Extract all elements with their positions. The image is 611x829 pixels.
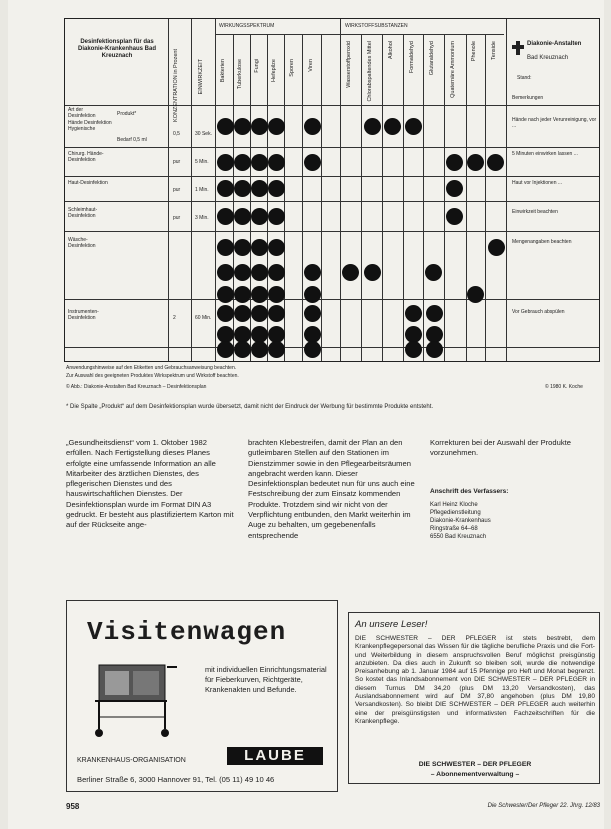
row-konz: pur: [173, 215, 181, 221]
notice-signature: DIE SCHWESTER – DER PFLEGER: [418, 761, 532, 768]
ad-text: mit individuellen Einrichtungsmaterial für Fieberkurven, Richtgeräte, Krankenakten und Befunde.: [205, 665, 327, 694]
mark-dot: [251, 286, 268, 303]
ad-org: KRANKENHAUS-ORGANISATION: [77, 757, 186, 764]
substance-col-header: Phenole: [471, 41, 477, 62]
row-produkt: Bedarf 0,5 ml: [117, 137, 147, 143]
spectrum-col-header: Viren: [308, 59, 314, 72]
mark-dot: [446, 154, 463, 171]
spectrum-col-header: Sporen: [289, 59, 295, 77]
mark-dot: [467, 154, 484, 171]
mark-dot: [251, 154, 268, 171]
mark-dot: [217, 208, 234, 225]
mark-dot: [304, 154, 321, 171]
row-art: Wäsche-Desinfektion: [68, 237, 96, 249]
author-line: Karl Heinz Kloche: [430, 502, 478, 508]
laube-logo: LAUBE: [227, 747, 323, 765]
mark-dot: [251, 305, 268, 322]
row-bem: Einwirkzeit beachten: [512, 209, 558, 215]
author-line: Ringstraße 64–68: [430, 526, 478, 532]
mark-dot: [251, 264, 268, 281]
author-line: Pflegedienstleitung: [430, 510, 481, 516]
mark-dot: [234, 118, 251, 135]
row-zeit: 1 Min.: [195, 187, 209, 193]
mark-dot: [217, 118, 234, 135]
mark-dot: [268, 208, 285, 225]
author-heading: Anschrift des Verfassers:: [430, 488, 509, 495]
mark-dot: [234, 305, 251, 322]
mark-dot: [304, 305, 321, 322]
stand-label: Stand:: [517, 75, 532, 81]
substance-col-header: Chlorabspaltendes Mittel: [367, 41, 373, 102]
row-art: Instrumenten-Desinfektion: [68, 309, 99, 321]
mark-dot: [446, 208, 463, 225]
mark-dot: [234, 208, 251, 225]
art-header: Art der Desinfektion: [68, 107, 96, 119]
mark-dot: [217, 305, 234, 322]
row-bem: 5 Minuten einwirken lassen ...: [512, 151, 578, 157]
mark-dot: [304, 264, 321, 281]
mark-dot: [268, 180, 285, 197]
mark-dot: [217, 180, 234, 197]
mark-dot: [268, 341, 285, 358]
journal-footer: Die Schwester/Der Pfleger 22. Jhrg. 12/83: [487, 803, 600, 809]
spectrum-col-header: Bakterien: [220, 59, 226, 83]
mark-dot: [405, 118, 422, 135]
mark-dot: [251, 341, 268, 358]
substance-col-header: Wasserstoffperoxid: [346, 41, 352, 88]
ad-visitenwagen: [66, 600, 338, 792]
mark-dot: [217, 341, 234, 358]
article-col-2: brachten Klebestreifen, damit der Plan an den gutleimbaren Stellen auf den Stationen im Dienstzimmer sowie in den Pflegearbeitsräumen angebracht werden kann. Dieser Desinfektionsplan bedeutet nun für uns auch eine Festschreibung der zum Einsatz kommenden Produkte. Trotzdem sind wir nicht von der Verpflichtung entbunden, den Markt weiterhin im Auge zu behalten, um gegebenenfalls entsprechende: [248, 438, 415, 540]
substance-col-header: Alkohol: [388, 41, 394, 60]
row-art: Haut-Desinfektion: [68, 180, 108, 186]
mark-dot: [304, 286, 321, 303]
trolley-image: [81, 657, 181, 739]
substance-col-header: Glutaraldehyd: [429, 41, 435, 76]
mark-dot: [234, 154, 251, 171]
mark-dot: [251, 180, 268, 197]
spectrum-col-header: Tuberkulose: [237, 59, 243, 90]
article-col-3: Korrekturen bei der Auswahl der Produkte vorzunehmen.: [430, 438, 571, 458]
mark-dot: [467, 286, 484, 303]
mark-dot: [364, 118, 381, 135]
mark-dot: [217, 264, 234, 281]
col-konzentration: KONZENTRATION in Prozent: [173, 49, 179, 122]
mark-dot: [217, 154, 234, 171]
row-art: Schleimhaut-Desinfektion: [68, 207, 98, 219]
mark-dot: [488, 239, 505, 256]
logo-city: Bad Kreuznach: [527, 55, 569, 61]
mark-dot: [384, 118, 401, 135]
row-konz: 0,5: [173, 131, 180, 137]
mark-dot: [268, 286, 285, 303]
mark-dot: [234, 286, 251, 303]
page-number: 958: [66, 802, 80, 811]
row-bem: Vor Gebrauch abspülen: [512, 309, 565, 315]
row-konz: pur: [173, 159, 181, 165]
mark-dot: [446, 180, 463, 197]
mark-dot: [234, 239, 251, 256]
mark-dot: [426, 305, 443, 322]
row-zeit: 5 Min.: [195, 159, 209, 165]
mark-dot: [268, 305, 285, 322]
notice-signature-sub: – Abonnementverwaltung –: [430, 771, 520, 778]
plan-title: Desinfektionsplan für das Diakonie-Krankenhaus Bad Kreuznach: [77, 39, 157, 59]
mark-dot: [217, 239, 234, 256]
row-art: Chirurg. Hände-Desinfektion: [68, 151, 104, 163]
substance-col-header: Tenside: [491, 41, 497, 60]
ad-address: Berliner Straße 6, 3000 Hannover 91, Tel. (05 11) 49 10 46: [77, 775, 275, 784]
diakonie-cross-icon: [512, 41, 524, 55]
spectrum-col-header: Fungi: [254, 59, 260, 73]
mark-dot: [268, 154, 285, 171]
row-bem: Mengenangaben beachten: [512, 239, 572, 245]
mark-dot: [234, 180, 251, 197]
author-line: Diakonie-Krankenhaus: [430, 518, 491, 524]
row-zeit: 60 Min.: [195, 315, 212, 321]
table-source: © Abb.: Diakonie-Anstalten Bad Kreuznach – Desinfektionsplan: [66, 384, 207, 390]
mark-dot: [405, 305, 422, 322]
mark-dot: [268, 239, 285, 256]
ad-headline: Visitenwagen: [87, 617, 287, 647]
spectrum-col-header: Hefepilze: [271, 59, 277, 82]
mark-dot: [251, 118, 268, 135]
table-copyright: © 1980 K. Koche: [545, 384, 583, 390]
col-einwirkzeit: EINWIRKZEIT: [198, 59, 204, 95]
notice-headline: An unsere Leser!: [355, 619, 428, 630]
group-wirkstoff: WIRKSTOFFSUBSTANZEN: [345, 23, 408, 29]
mark-dot: [405, 341, 422, 358]
bemerkungen-header: Bemerkungen: [512, 95, 544, 101]
mark-dot: [234, 341, 251, 358]
mark-dot: [426, 341, 443, 358]
row-zeit: 3 Min.: [195, 215, 209, 221]
table-footnote: Zur Auswahl des geeigneten Produktes Wirkspektrum und Wirkstoff beachten.: [66, 373, 239, 379]
substance-col-header: Quaternäre Ammonium: [450, 41, 456, 98]
mark-dot: [304, 118, 321, 135]
mark-dot: [342, 264, 359, 281]
mark-dot: [234, 264, 251, 281]
table-footnote: Anwendungshinweise auf den Etiketten und Gebrauchsanweisung beachten.: [66, 365, 237, 371]
disinfection-plan-table: [64, 18, 600, 362]
mark-dot: [364, 264, 381, 281]
row-bem: Haut vor Injektionen ...: [512, 180, 563, 186]
row-konz: pur: [173, 187, 181, 193]
ad-readers-notice: [348, 612, 600, 784]
notice-text: DIE SCHWESTER – DER PFLEGER ist stets bestrebt, dem Krankenpflegepersonal das Wissen für die tägliche berufliche Praxis und die Fort- und Weiterbildung in diesem anspruchsvollen Beruf möglichst preisgünstig anzubieten. Da dies auch in Zukunft so bleiben soll, wurde die notwendige Preisanhebung ab 1. Januar 1984 auf 15 Pfennige pro Heft und Monat begrenzt. So kostet das Inlandsabonnement von DIE SCHWESTER – DER PFLEGER in diesem Turnus DM 34,20 (plus DM 13,20 Versandkosten), das Auslandsabonnement wird auf DM 37,80 angehoben (plus DM 19,80 Versandkosten). So bleibt DIE SCHWESTER – DER PFLEGER auch weiterhin eine der preisgünstigsten und informativsten Fachzeitschriften für die Krankenpflege.: [355, 635, 595, 725]
row-zeit: 30 Sek.: [195, 131, 212, 137]
row-konz: 2: [173, 315, 176, 321]
mark-dot: [268, 264, 285, 281]
mark-dot: [487, 154, 504, 171]
mark-dot: [217, 286, 234, 303]
mark-dot: [251, 208, 268, 225]
produkt-header: Produkt*: [117, 111, 137, 117]
mark-dot: [251, 239, 268, 256]
row-bem: Hände nach jeder Verunreinigung, vor ...: [512, 117, 597, 129]
mark-dot: [425, 264, 442, 281]
article-col-1: „Gesundheitsdienst“ vom 1. Oktober 1982 erfüllen. Nach Fertigstellung dieses Planes erfolgte eine umfassende Information an alle Mitarbeiter des ärztlichen Dienstes, des pflegerischen Dienstes und des hauswirtschaftlichen Dienstes. Der Desinfektionsplan wurde im Format DIN A3 gedruckt. Er besteht aus plastifiziertem Karton mit auf der Rückseite ange-: [66, 438, 234, 530]
logo-name: Diakonie-Anstalten: [527, 41, 582, 47]
caption: * Die Spalte „Produkt“ auf dem Desinfektionsplan wurde übersetzt, damit nicht der Eindruck der Werbung für bestimmte Produkte entsteht.: [66, 404, 434, 410]
group-wirkungsspektrum: WIRKUNGSSPEKTRUM: [219, 23, 275, 29]
row-art: Hände Desinfektion Hygienische: [68, 120, 112, 132]
author-line: 6550 Bad Kreuznach: [430, 534, 487, 540]
substance-col-header: Formaldehyd: [409, 41, 415, 74]
mark-dot: [268, 118, 285, 135]
mark-dot: [304, 341, 321, 358]
